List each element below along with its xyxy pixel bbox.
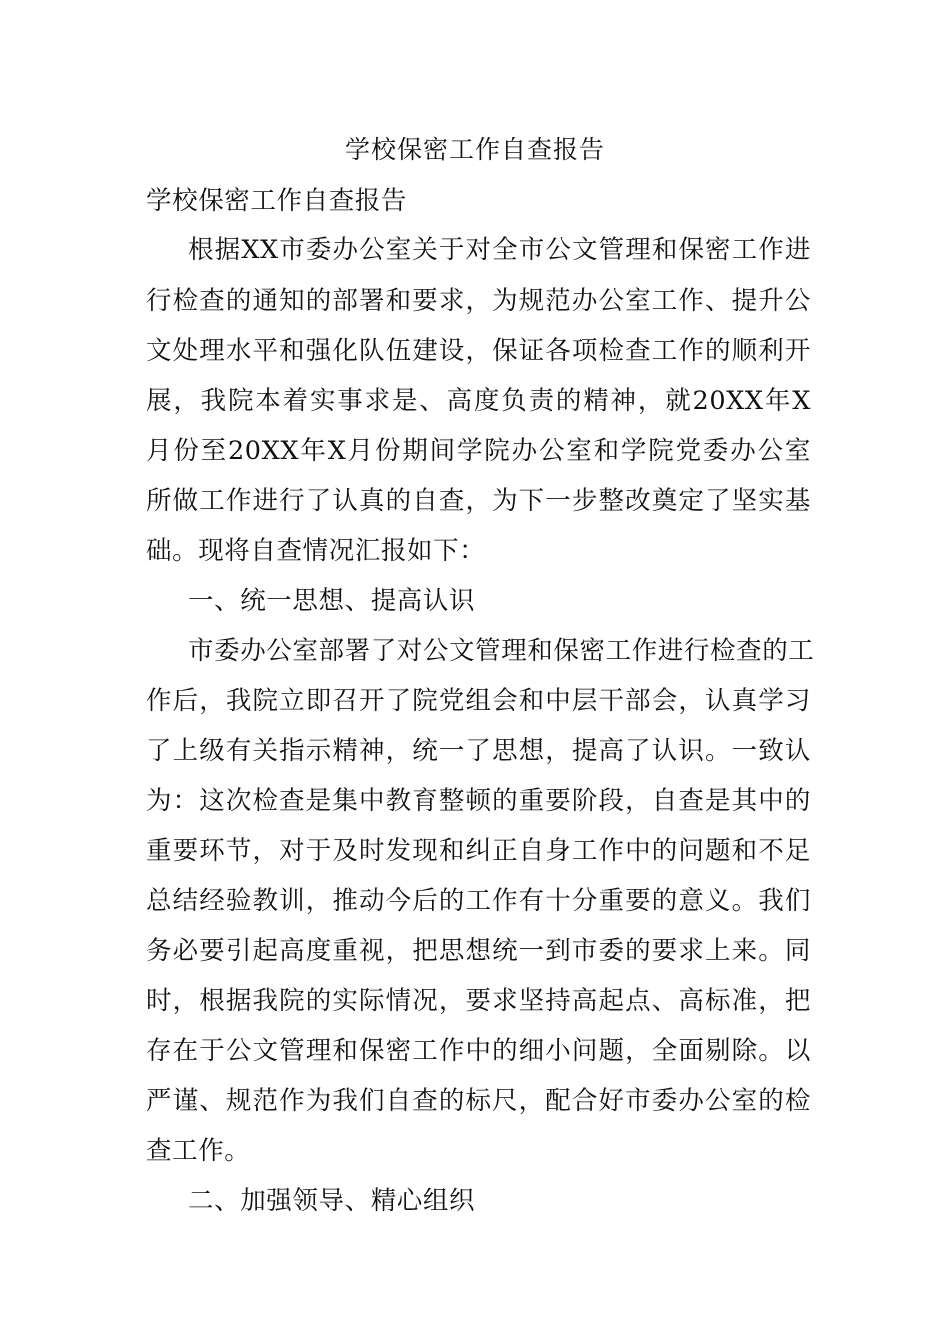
paragraph-line: 根据XX市委办公室关于对全市公文管理和保密工作进 (188, 235, 811, 265)
paragraph-line: 查工作。 (146, 1136, 251, 1166)
paragraph-line: 总结经验教训，推动今后的工作有十分重要的意义。我们 (146, 886, 811, 916)
paragraph-line: 月份至20XX年X月份期间学院办公室和学院党委办公室 (146, 436, 811, 466)
paragraph-line: 务必要引起高度重视，把思想统一到市委的要求上来。同 (146, 936, 811, 966)
paragraph-line: 础。现将自查情况汇报如下： (146, 536, 486, 566)
paragraph-line: 严谨、规范作为我们自查的标尺，配合好市委办公室的检 (146, 1086, 811, 1116)
paragraph-line: 所做工作进行了认真的自查，为下一步整改奠定了坚实基 (146, 486, 811, 516)
paragraph-line: 行检查的通知的部署和要求，为规范办公室工作、提升公 (146, 286, 811, 316)
document-title: 学校保密工作自查报告 (344, 135, 605, 164)
paragraph-line: 重要环节，对于及时发现和纠正自身工作中的问题和不足 (146, 836, 811, 866)
section-heading: 二、加强领导、精心组织 (188, 1186, 476, 1216)
paragraph-line: 为：这次检查是集中教育整顿的重要阶段，自查是其中的 (146, 786, 811, 816)
paragraph-line: 时，根据我院的实际情况，要求坚持高起点、高标准，把 (146, 986, 811, 1016)
paragraph-line: 作后，我院立即召开了院党组会和中层干部会，认真学习 (146, 686, 811, 716)
paragraph-line: 展，我院本着实事求是、高度负责的精神，就20XX年X (146, 386, 811, 416)
document-subtitle: 学校保密工作自查报告 (146, 186, 408, 216)
paragraph-line: 市委办公室部署了对公文管理和保密工作进行检查的工 (188, 636, 815, 666)
paragraph-line: 文处理水平和强化队伍建设，保证各项检查工作的顺利开 (146, 336, 811, 366)
section-heading: 一、统一思想、提高认识 (188, 586, 476, 616)
paragraph-line: 存在于公文管理和保密工作中的细小问题，全面剔除。以 (146, 1036, 811, 1066)
paragraph-line: 了上级有关指示精神，统一了思想，提高了认识。一致认 (146, 736, 811, 766)
